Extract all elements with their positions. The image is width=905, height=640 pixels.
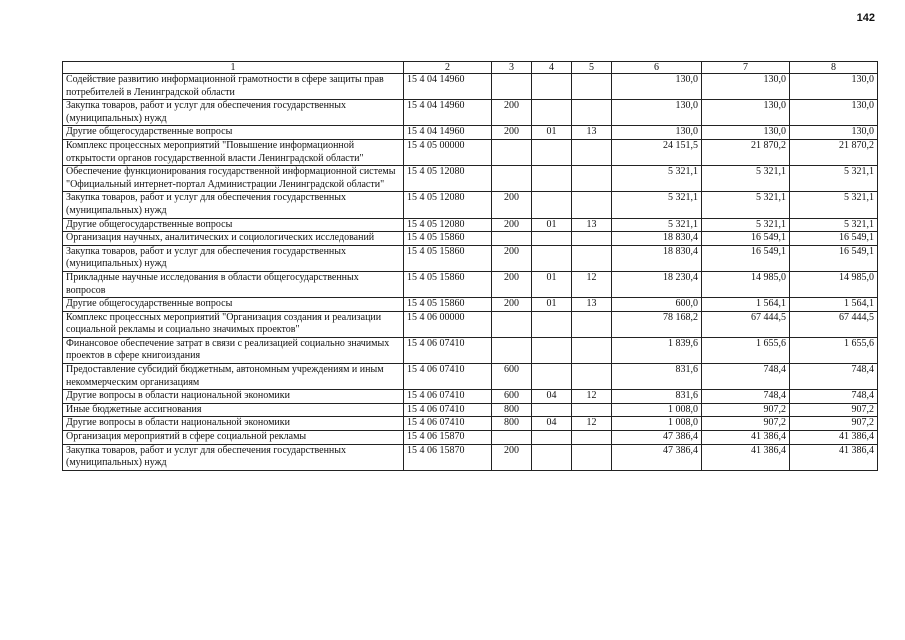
amount-col8-cell: 21 870,2 <box>790 139 878 165</box>
column-header: 7 <box>702 62 790 74</box>
expense-name-cell: Другие общегосударственные вопросы <box>63 126 404 140</box>
amount-col7-cell: 41 386,4 <box>702 444 790 470</box>
amount-col6-cell: 18 230,4 <box>612 271 702 297</box>
expense-name-cell: Прикладные научные исследования в области общегосударственных вопросов <box>63 271 404 297</box>
amount-col6-cell: 130,0 <box>612 126 702 140</box>
subsection-cell <box>572 311 612 337</box>
expense-name-cell: Финансовое обеспечение затрат в связи с реализацией социально значимых проектов в сфере книгоиздания <box>63 337 404 363</box>
table-row <box>63 271 878 297</box>
amount-col8-cell: 5 321,1 <box>790 218 878 232</box>
section-cell <box>532 403 572 417</box>
subsection-cell <box>572 245 612 271</box>
amount-col8-cell: 907,2 <box>790 403 878 417</box>
table-row <box>63 417 878 431</box>
section-cell <box>532 166 572 192</box>
amount-col7-cell: 5 321,1 <box>702 218 790 232</box>
section-cell <box>532 444 572 470</box>
amount-col6-cell: 5 321,1 <box>612 192 702 218</box>
expense-name-cell: Другие вопросы в области национальной экономики <box>63 417 404 431</box>
expense-name-cell: Обеспечение функционирования государственной информационной системы "Официальный интернет-портал Администрации Ленинградской области" <box>63 166 404 192</box>
amount-col7-cell: 1 655,6 <box>702 337 790 363</box>
subsection-cell: 13 <box>572 126 612 140</box>
column-header: 8 <box>790 62 878 74</box>
target-code-cell: 15 4 06 15870 <box>404 431 492 445</box>
amount-col8-cell: 16 549,1 <box>790 232 878 246</box>
section-cell <box>532 74 572 100</box>
column-header: 6 <box>612 62 702 74</box>
target-code-cell: 15 4 05 00000 <box>404 139 492 165</box>
expense-type-cell: 200 <box>492 298 532 312</box>
table-row <box>63 390 878 404</box>
column-header: 3 <box>492 62 532 74</box>
section-cell <box>532 245 572 271</box>
expense-name-cell: Другие вопросы в области национальной экономики <box>63 390 404 404</box>
expense-name-cell: Предоставление субсидий бюджетным, автономным учреждениям и иным некоммерческим организациям <box>63 364 404 390</box>
section-cell <box>532 192 572 218</box>
expense-type-cell: 800 <box>492 417 532 431</box>
target-code-cell: 15 4 04 14960 <box>404 100 492 126</box>
amount-col6-cell: 1 839,6 <box>612 337 702 363</box>
subsection-cell <box>572 74 612 100</box>
table-row <box>63 364 878 390</box>
target-code-cell: 15 4 06 07410 <box>404 403 492 417</box>
amount-col8-cell: 130,0 <box>790 126 878 140</box>
section-cell: 01 <box>532 298 572 312</box>
table-row <box>63 126 878 140</box>
target-code-cell: 15 4 06 15870 <box>404 444 492 470</box>
column-header: 1 <box>63 62 404 74</box>
target-code-cell: 15 4 05 12080 <box>404 166 492 192</box>
section-cell: 01 <box>532 271 572 297</box>
amount-col8-cell: 130,0 <box>790 74 878 100</box>
subsection-cell: 12 <box>572 417 612 431</box>
amount-col8-cell: 5 321,1 <box>790 192 878 218</box>
target-code-cell: 15 4 05 12080 <box>404 192 492 218</box>
amount-col6-cell: 130,0 <box>612 100 702 126</box>
amount-col6-cell: 130,0 <box>612 74 702 100</box>
expense-type-cell <box>492 431 532 445</box>
section-cell <box>532 311 572 337</box>
section-cell <box>532 431 572 445</box>
target-code-cell: 15 4 04 14960 <box>404 74 492 100</box>
expense-name-cell: Другие общегосударственные вопросы <box>63 218 404 232</box>
amount-col6-cell: 18 830,4 <box>612 232 702 246</box>
table-row <box>63 218 878 232</box>
expense-type-cell: 600 <box>492 364 532 390</box>
target-code-cell: 15 4 06 00000 <box>404 311 492 337</box>
amount-col7-cell: 1 564,1 <box>702 298 790 312</box>
section-cell <box>532 232 572 246</box>
target-code-cell: 15 4 06 07410 <box>404 390 492 404</box>
section-cell <box>532 139 572 165</box>
section-cell: 01 <box>532 126 572 140</box>
target-code-cell: 15 4 05 12080 <box>404 218 492 232</box>
column-header: 5 <box>572 62 612 74</box>
expense-name-cell: Комплекс процессных мероприятий "Организация создания и реализации социальной рекламы и социально значимых проектов" <box>63 311 404 337</box>
expense-type-cell: 600 <box>492 390 532 404</box>
column-header: 2 <box>404 62 492 74</box>
amount-col8-cell: 67 444,5 <box>790 311 878 337</box>
target-code-cell: 15 4 06 07410 <box>404 337 492 363</box>
subsection-cell: 13 <box>572 298 612 312</box>
subsection-cell <box>572 431 612 445</box>
subsection-cell: 12 <box>572 390 612 404</box>
expense-type-cell: 200 <box>492 100 532 126</box>
expense-name-cell: Закупка товаров, работ и услуг для обеспечения государственных (муниципальных) нужд <box>63 192 404 218</box>
section-cell: 04 <box>532 390 572 404</box>
expense-type-cell: 200 <box>492 218 532 232</box>
expense-type-cell <box>492 166 532 192</box>
amount-col8-cell: 907,2 <box>790 417 878 431</box>
amount-col7-cell: 16 549,1 <box>702 232 790 246</box>
section-cell: 01 <box>532 218 572 232</box>
amount-col8-cell: 1 564,1 <box>790 298 878 312</box>
subsection-cell <box>572 364 612 390</box>
section-cell <box>532 337 572 363</box>
amount-col6-cell: 24 151,5 <box>612 139 702 165</box>
table-row <box>63 139 878 165</box>
expense-type-cell: 200 <box>492 444 532 470</box>
amount-col6-cell: 47 386,4 <box>612 444 702 470</box>
section-cell <box>532 364 572 390</box>
amount-col6-cell: 600,0 <box>612 298 702 312</box>
table-row <box>63 403 878 417</box>
table-row <box>63 166 878 192</box>
expense-name-cell: Другие общегосударственные вопросы <box>63 298 404 312</box>
amount-col7-cell: 41 386,4 <box>702 431 790 445</box>
amount-col8-cell: 748,4 <box>790 364 878 390</box>
amount-col6-cell: 1 008,0 <box>612 417 702 431</box>
expense-name-cell: Комплекс процессных мероприятий "Повышение информационной открытости органов государственной власти Ленинградской области" <box>63 139 404 165</box>
table-row <box>63 444 878 470</box>
amount-col6-cell: 18 830,4 <box>612 245 702 271</box>
table-row <box>63 192 878 218</box>
amount-col7-cell: 130,0 <box>702 100 790 126</box>
expense-type-cell: 200 <box>492 245 532 271</box>
table-row <box>63 100 878 126</box>
amount-col8-cell: 14 985,0 <box>790 271 878 297</box>
subsection-cell <box>572 192 612 218</box>
table-row <box>63 311 878 337</box>
amount-col6-cell: 5 321,1 <box>612 166 702 192</box>
expense-type-cell: 200 <box>492 126 532 140</box>
amount-col6-cell: 78 168,2 <box>612 311 702 337</box>
amount-col7-cell: 907,2 <box>702 403 790 417</box>
amount-col8-cell: 130,0 <box>790 100 878 126</box>
target-code-cell: 15 4 05 15860 <box>404 232 492 246</box>
section-cell <box>532 100 572 126</box>
amount-col6-cell: 47 386,4 <box>612 431 702 445</box>
target-code-cell: 15 4 04 14960 <box>404 126 492 140</box>
page-number: 142 <box>856 12 875 24</box>
expense-type-cell <box>492 232 532 246</box>
expense-type-cell: 200 <box>492 271 532 297</box>
table-row <box>63 74 878 100</box>
expense-type-cell <box>492 337 532 363</box>
subsection-cell: 13 <box>572 218 612 232</box>
subsection-cell <box>572 403 612 417</box>
amount-col7-cell: 130,0 <box>702 126 790 140</box>
table-row <box>63 431 878 445</box>
table-row <box>63 337 878 363</box>
amount-col8-cell: 41 386,4 <box>790 444 878 470</box>
amount-col8-cell: 5 321,1 <box>790 166 878 192</box>
expense-type-cell <box>492 74 532 100</box>
target-code-cell: 15 4 06 07410 <box>404 417 492 431</box>
expense-name-cell: Закупка товаров, работ и услуг для обеспечения государственных (муниципальных) нужд <box>63 444 404 470</box>
amount-col6-cell: 1 008,0 <box>612 403 702 417</box>
expense-name-cell: Содействие развитию информационной грамотности в сфере защиты прав потребителей в Ленинградской области <box>63 74 404 100</box>
amount-col8-cell: 16 549,1 <box>790 245 878 271</box>
subsection-cell <box>572 337 612 363</box>
header-row <box>63 62 878 74</box>
subsection-cell <box>572 166 612 192</box>
budget-table <box>62 61 878 471</box>
expense-name-cell: Организация научных, аналитических и социологических исследований <box>63 232 404 246</box>
subsection-cell <box>572 232 612 246</box>
amount-col6-cell: 831,6 <box>612 364 702 390</box>
amount-col7-cell: 748,4 <box>702 390 790 404</box>
amount-col7-cell: 5 321,1 <box>702 166 790 192</box>
amount-col7-cell: 748,4 <box>702 364 790 390</box>
amount-col6-cell: 5 321,1 <box>612 218 702 232</box>
table-row <box>63 245 878 271</box>
amount-col7-cell: 130,0 <box>702 74 790 100</box>
target-code-cell: 15 4 06 07410 <box>404 364 492 390</box>
amount-col8-cell: 1 655,6 <box>790 337 878 363</box>
target-code-cell: 15 4 05 15860 <box>404 271 492 297</box>
amount-col7-cell: 5 321,1 <box>702 192 790 218</box>
amount-col7-cell: 16 549,1 <box>702 245 790 271</box>
expense-name-cell: Закупка товаров, работ и услуг для обеспечения государственных (муниципальных) нужд <box>63 100 404 126</box>
expense-name-cell: Закупка товаров, работ и услуг для обеспечения государственных (муниципальных) нужд <box>63 245 404 271</box>
expense-name-cell: Иные бюджетные ассигнования <box>63 403 404 417</box>
amount-col7-cell: 907,2 <box>702 417 790 431</box>
expense-type-cell <box>492 311 532 337</box>
amount-col8-cell: 748,4 <box>790 390 878 404</box>
target-code-cell: 15 4 05 15860 <box>404 245 492 271</box>
subsection-cell <box>572 139 612 165</box>
column-header: 4 <box>532 62 572 74</box>
subsection-cell: 12 <box>572 271 612 297</box>
section-cell: 04 <box>532 417 572 431</box>
subsection-cell <box>572 100 612 126</box>
expense-type-cell: 800 <box>492 403 532 417</box>
amount-col6-cell: 831,6 <box>612 390 702 404</box>
amount-col7-cell: 14 985,0 <box>702 271 790 297</box>
amount-col8-cell: 41 386,4 <box>790 431 878 445</box>
table-row <box>63 232 878 246</box>
amount-col7-cell: 21 870,2 <box>702 139 790 165</box>
target-code-cell: 15 4 05 15860 <box>404 298 492 312</box>
subsection-cell <box>572 444 612 470</box>
table-row <box>63 298 878 312</box>
expense-type-cell <box>492 139 532 165</box>
expense-name-cell: Организация мероприятий в сфере социальной рекламы <box>63 431 404 445</box>
expense-type-cell: 200 <box>492 192 532 218</box>
amount-col7-cell: 67 444,5 <box>702 311 790 337</box>
